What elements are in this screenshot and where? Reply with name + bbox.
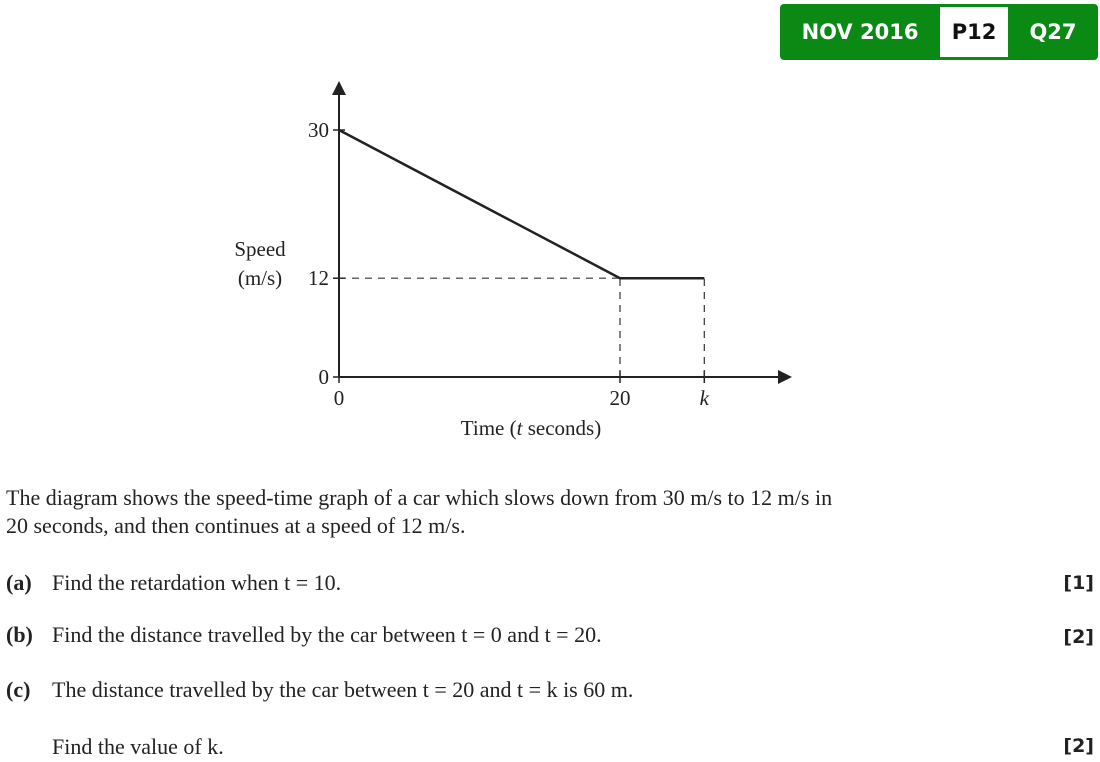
speed-line — [339, 130, 704, 278]
x-tick-label-0: 0 — [333, 386, 345, 410]
part-c-marks: [2] — [1063, 735, 1094, 757]
part-c-followup: Find the value of k. — [52, 734, 224, 759]
badge-paper: P12 — [940, 7, 1008, 57]
part-a-text: Find the retardation when t = 10. — [52, 570, 342, 595]
part-c-letter: (c) — [6, 677, 31, 702]
intro-line-1: The diagram shows the speed-time graph of a car which slows down from 30 m/s to 12 m/s in — [6, 485, 833, 510]
x-tick-label-k: k — [699, 386, 709, 410]
y-tick-label-30: 30 — [308, 118, 329, 142]
part-c-text: The distance travelled by the car between t = 20 and t = k is 60 m. — [52, 677, 634, 702]
part-b-marks: [2] — [1063, 626, 1094, 648]
y-axis-label-line-2: (m/s) — [237, 266, 283, 290]
part-a-letter: (a) — [6, 570, 32, 595]
part-a-marks: [1] — [1063, 572, 1094, 594]
y-axis-label-line-1: Speed — [234, 237, 286, 261]
badge-session: NOV 2016 — [801, 20, 919, 44]
y-tick-label-0: 0 — [318, 365, 329, 389]
badge-question: Q27 — [1029, 20, 1077, 44]
intro-line-2: 20 seconds, and then continues at a speed of 12 m/s. — [6, 513, 466, 538]
x-axis-label: Time (t seconds) — [460, 416, 602, 440]
x-tick-label-20: 20 — [609, 386, 631, 410]
y-tick-label-12: 12 — [308, 266, 329, 291]
question-intro — [6, 484, 832, 540]
part-b-text: Find the distance travelled by the car between t = 0 and t = 20. — [52, 622, 602, 647]
part-b-letter: (b) — [6, 622, 33, 647]
